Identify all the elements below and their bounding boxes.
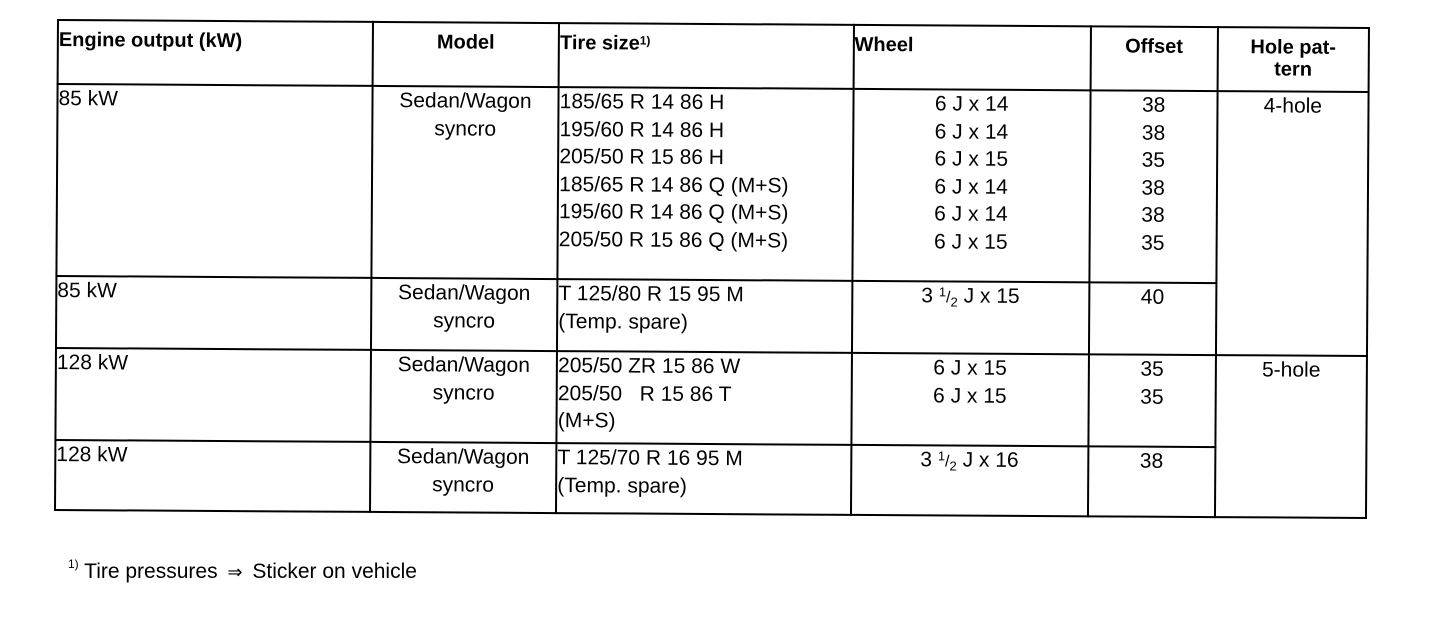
wheel-cell [852, 281, 1089, 354]
table-header-row [58, 20, 1369, 92]
wheel-rest: J x 15 [963, 284, 1020, 308]
wheel-fraction: $^1/_2$ [937, 448, 957, 474]
wheel-whole: 3 [921, 284, 934, 308]
right-double-arrow-icon: ⇒ [227, 562, 243, 582]
wheel-fraction-denominator: 2 [950, 294, 958, 310]
engine-output-cell: 85 kW [56, 84, 372, 278]
offset-line: 35 [1140, 385, 1164, 409]
wheel-line: 6 J x 14 [934, 92, 1009, 116]
offset-cell [1088, 446, 1215, 517]
wheel-rest: J x 16 [962, 448, 1019, 472]
model-line: syncro [432, 472, 495, 497]
header-hole-pattern-line1: Hole pat- [1250, 36, 1337, 59]
footnote-text-after: Sticker on vehicle [252, 560, 417, 583]
wheel-line: 6 J x 15 [933, 229, 1008, 254]
tire-size-line: (M+S) [557, 409, 616, 433]
tire-size-cell [556, 443, 851, 515]
tire-size-cell [558, 87, 854, 281]
wheel-line: 6 J x 15 [933, 356, 1007, 380]
header-tire-size-footnote-marker: 1) [639, 33, 651, 48]
tire-size-line: T 125/70 R 16 95 M [557, 446, 743, 471]
tire-size-line: 185/65 R 14 86 Q (M+S) [559, 172, 789, 197]
model-line: Sedan/Wagon [396, 445, 530, 469]
footnote [68, 557, 417, 584]
header-offset: Offset [1090, 26, 1217, 91]
tire-size-cell [557, 351, 852, 445]
tire-size-line: 205/50 R 15 86 T [557, 381, 732, 406]
tire-size-cell [557, 279, 852, 353]
table-row [56, 84, 1368, 284]
tire-size-line: 195/60 R 14 86 H [559, 117, 725, 142]
wheel-line [852, 446, 1087, 477]
model-line: Sedan/Wagon [397, 281, 531, 305]
header-hole-pattern [1217, 27, 1369, 92]
offset-cell [1088, 354, 1216, 447]
tire-size-line: (Temp. spare) [558, 309, 688, 334]
hole-pattern-cell: 4-hole [1216, 91, 1369, 356]
tire-size-line: T 125/80 R 15 95 M [558, 282, 744, 307]
model-cell [371, 278, 558, 351]
offset-line: 38 [1141, 93, 1166, 117]
offset-line: 38 [1141, 176, 1165, 200]
wheel-fraction-numerator: 1 [938, 284, 947, 300]
tire-size-line: 195/60 R 14 86 Q (M+S) [558, 200, 789, 225]
wheel-line: 6 J x 15 [933, 383, 1007, 408]
wheel-line [853, 282, 1088, 313]
offset-line: 35 [1140, 357, 1164, 381]
hole-pattern-cell: 5-hole [1215, 355, 1367, 518]
header-hole-pattern-line2: tern [1274, 58, 1313, 81]
tire-spec-table [54, 19, 1370, 519]
table-row [55, 348, 1367, 448]
footnote-text-before: Tire pressures [84, 560, 218, 583]
wheel-line: 6 J x 14 [934, 119, 1009, 144]
footnote-marker: 1) [68, 557, 79, 571]
header-wheel: Wheel [853, 25, 1090, 90]
header-engine-output: Engine output (kW) [58, 20, 373, 86]
model-line: Sedan/Wagon [399, 89, 532, 113]
offset-line: 35 [1141, 148, 1166, 172]
tire-size-line: (Temp. spare) [557, 473, 687, 498]
wheel-fraction-numerator: 1 [937, 448, 946, 464]
wheel-cell [851, 445, 1088, 516]
model-line: syncro [432, 380, 495, 405]
header-tire-size-label: Tire size [559, 32, 640, 55]
model-line: syncro [433, 308, 496, 333]
offset-line: 35 [1141, 231, 1165, 255]
engine-output-cell: 128 kW [55, 440, 370, 512]
tire-size-line: 205/50 R 15 86 H [559, 145, 725, 170]
tire-size-line: 205/50 ZR 15 86 W [558, 354, 741, 379]
offset-line: 38 [1139, 449, 1164, 473]
model-cell [370, 350, 557, 443]
offset-line: 38 [1141, 203, 1165, 227]
tire-size-line: 205/50 R 15 86 Q (M+S) [558, 227, 789, 252]
model-line: syncro [434, 116, 497, 141]
model-cell [370, 442, 557, 513]
offset-line: 38 [1141, 121, 1166, 145]
wheel-line: 6 J x 14 [934, 202, 1008, 226]
offset-line: 40 [1140, 285, 1165, 309]
wheel-cell [851, 353, 1089, 446]
offset-cell [1089, 282, 1217, 355]
offset-cell [1089, 90, 1217, 283]
model-line: Sedan/Wagon [397, 353, 531, 377]
wheel-fraction-denominator: 2 [949, 458, 957, 474]
table-row [56, 276, 1367, 356]
wheel-fraction: $^1/_2$ [938, 284, 958, 310]
model-cell [371, 86, 559, 279]
engine-output-cell: 128 kW [55, 348, 370, 442]
wheel-cell [852, 89, 1090, 282]
wheel-whole: 3 [920, 448, 933, 472]
table-row [55, 440, 1366, 518]
wheel-line: 6 J x 15 [934, 147, 1009, 171]
tire-size-line: 185/65 R 14 86 H [559, 90, 725, 115]
wheel-line: 6 J x 14 [934, 174, 1008, 199]
engine-output-cell: 85 kW [56, 276, 371, 350]
header-model: Model [372, 22, 559, 87]
header-tire-size [559, 23, 854, 89]
